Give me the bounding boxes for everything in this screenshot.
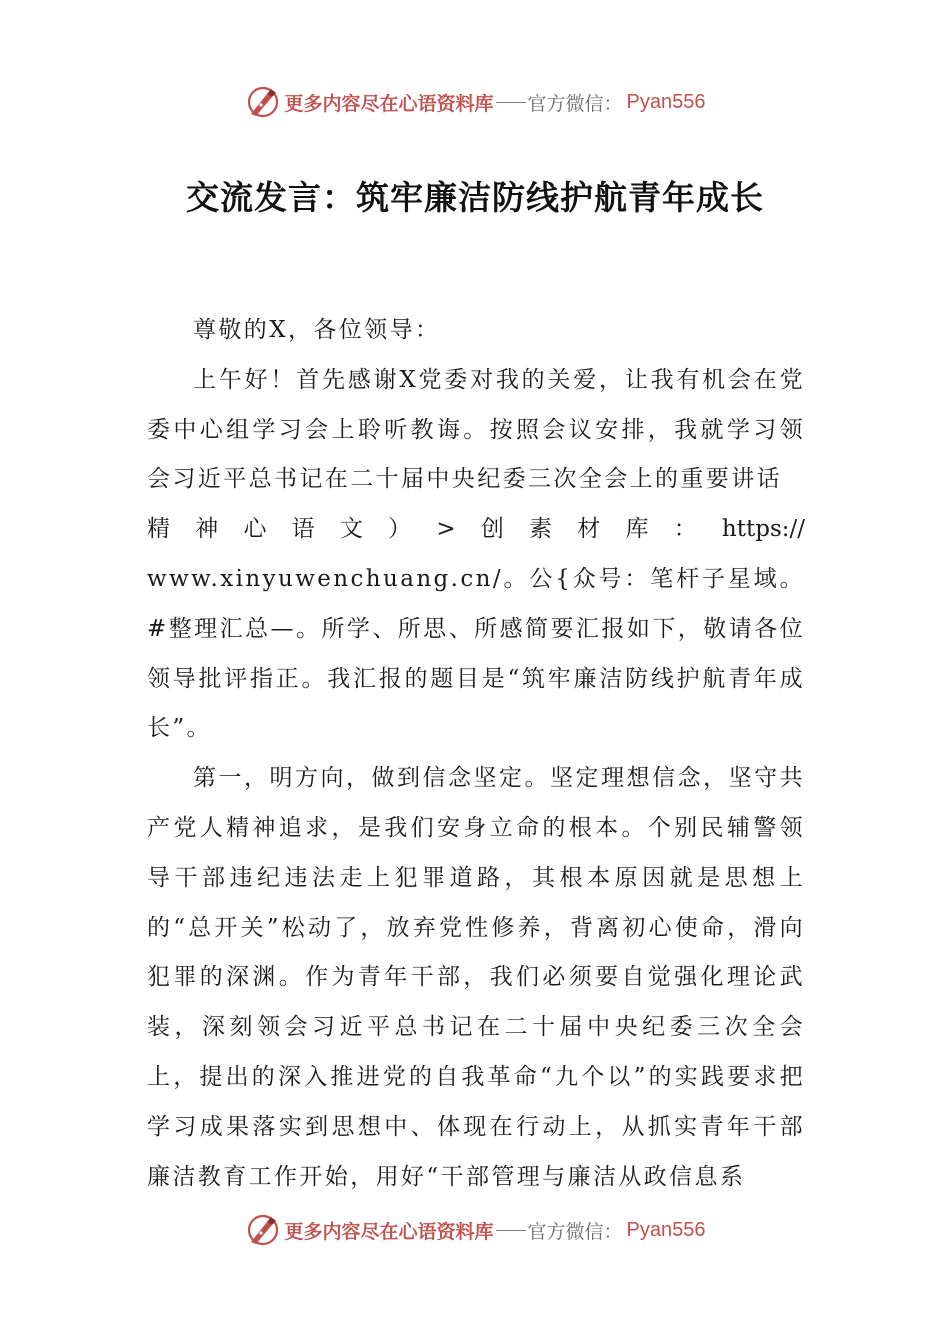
section-one-paragraph: 第一，明方向，做到信念坚定。坚定理想信念，坚守共产党人精神追求，是我们安身立命的根本。个别民辅警领导干部违纪违法走上犯罪道路，其根本原因就是思想上的“总开关”松动了，放弃党性修养，背离初心使命，滑向犯罪的深渊。作为青年干部，我们必须要自觉强化理论武装，深刻领会习近平总书记在二十届中央纪委三次全会上，提出的深入推进党的自我革命“九个以”的实践要求把学习成果落实到思想中、体现在行动上，从抓实青年干部廉洁教育工作开始，用好“干部管理与廉洁从政信息系 (147, 765, 805, 1190)
banner-official-label: 官方微信： (527, 92, 623, 115)
banner-dash (496, 102, 526, 103)
banner-brand-text: 更多内容尽在心语资料库 (284, 1220, 494, 1243)
banner-brand-text: 更多内容尽在心语资料库 (284, 92, 494, 115)
document-title: 交流发言：筑牢廉洁防线护航青年成长 (186, 178, 764, 217)
banner-wechat-id: Pyan556 (626, 90, 706, 113)
banner-dash (496, 1230, 526, 1231)
opening-paragraph: 上午好！首先感谢X党委对我的关爱，让我有机会在党委中心组学习会上聆听教诲。按照会议安排，我就学习领会习近平总书记在二十届中央纪委三次全会上的重要讲话 (147, 366, 805, 493)
footer-banner (0, 1206, 950, 1254)
fountain-pen-logo-icon (245, 84, 281, 120)
salutation-paragraph: 尊敬的X，各位领导： (193, 317, 441, 343)
fountain-pen-logo-icon (245, 1212, 281, 1248)
spaced-line: 精神心语文）>创素材库：https:// (147, 516, 805, 543)
header-banner (0, 78, 950, 126)
source-paragraph: www.xinyuwenchuang.cn/。公{众号：笔杆子星域。#整理汇总—。所学、所思、所感简要汇报如下，敬请各位领导批评指正。我汇报的题目是“筑牢廉洁防线护航青年成长”。 (147, 565, 805, 742)
document-body (147, 306, 805, 1202)
banner-wechat-id: Pyan556 (626, 1218, 706, 1241)
banner-official-label: 官方微信： (527, 1220, 623, 1243)
